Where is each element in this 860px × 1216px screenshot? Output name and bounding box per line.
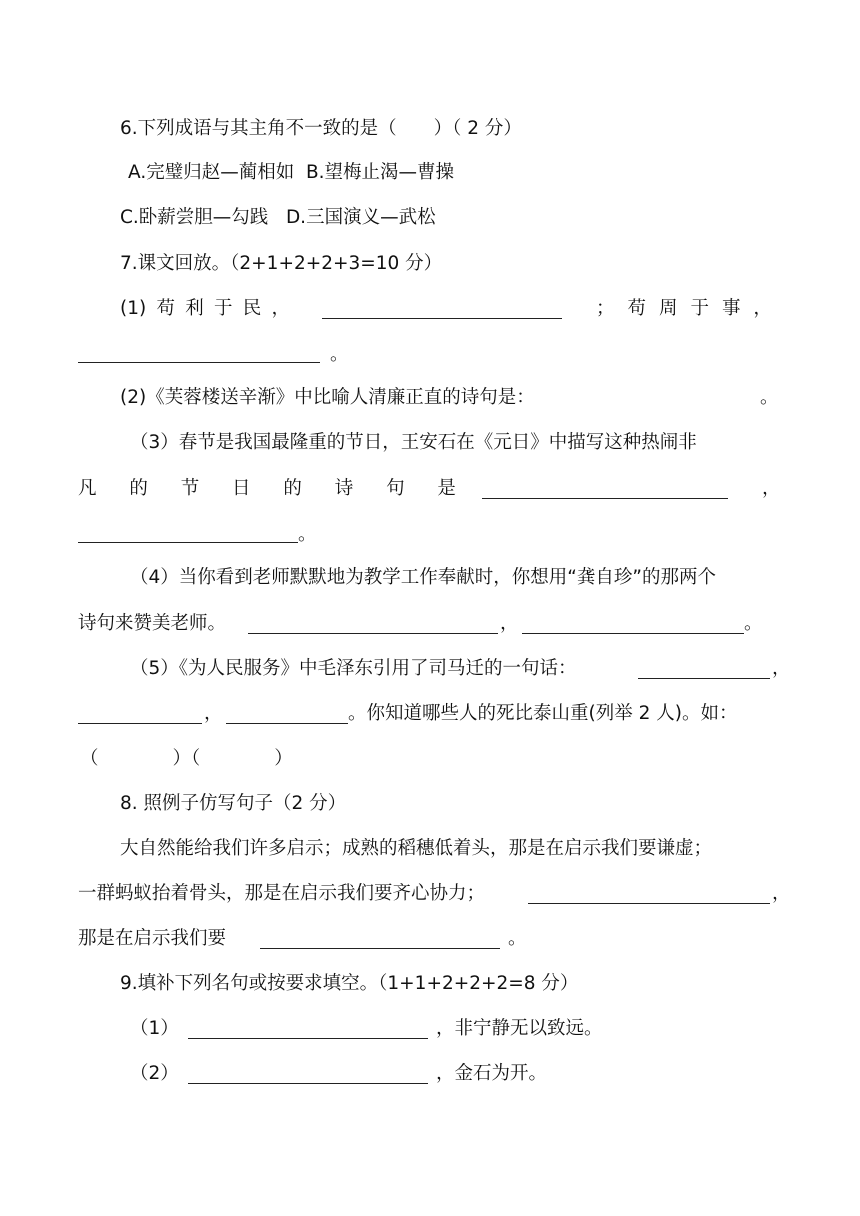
q7-p5-blank-1[interactable] [638, 660, 770, 679]
q7-p4-comma: ， [500, 613, 519, 634]
q7-p1-left: (1) 苟 利 于 民 ， [120, 298, 290, 319]
q8-title: 8. 照例子仿写句子（2 分） [120, 793, 347, 814]
q9-title: 9.填补下列名句或按要求填空。（1+1+2+2+2=8 分） [120, 973, 579, 994]
q9-item1-text: ，非宁静无以致远。 [436, 1018, 603, 1039]
q6-options-ab: A.完璧归赵—蔺相如 B.望梅止渴—曹操 [128, 162, 455, 183]
q8-line2-end: ， [772, 883, 791, 904]
q7-p4-blank-1[interactable] [248, 615, 498, 634]
q7-p3-blank-2[interactable] [78, 524, 298, 543]
q7-p3-blank-1[interactable] [482, 480, 728, 499]
q7-p1-end: 。 [330, 344, 349, 365]
q7-p3-comma: ， [762, 478, 781, 499]
q7-p4-blank-2[interactable] [522, 615, 744, 634]
q7-p5-blank-2[interactable] [78, 705, 202, 724]
q7-p4-line1: （4）当你看到老师默默地为教学工作奉献时，你想用“龚自珍”的那两个 [130, 567, 716, 588]
q7-p1-blank-2[interactable] [78, 344, 320, 363]
q7-p4-end: 。 [744, 613, 763, 634]
q7-p3-words: 凡 的 节 日 的 诗 句 是 [78, 478, 456, 499]
q7-p5-comma-2: ， [204, 703, 223, 724]
q7-p5-blank-3[interactable] [226, 705, 348, 724]
q8-line3: 那是在启示我们要 [78, 928, 227, 949]
q7-p5-line1: （5）《为人民服务》中毛泽东引用了司马迁的一句话： [130, 658, 577, 679]
q8-blank-2[interactable] [260, 930, 500, 949]
q8-line1: 大自然能给我们许多启示；成熟的稻穗低着头，那是在启示我们要谦虚； [120, 838, 713, 859]
q8-blank-1[interactable] [528, 885, 770, 904]
q7-p1-right: ； 苟 周 于 事 ， [596, 298, 772, 319]
q7-p3-end: 。 [298, 524, 317, 545]
q8-line2: 一群蚂蚁抬着骨头，那是在启示我们要齐心协力； [78, 883, 486, 904]
q8-line3-end: 。 [508, 928, 527, 949]
q9-item1-blank[interactable] [188, 1020, 428, 1039]
q7-p3-line1: （3）春节是我国最隆重的节日，王安石在《元日》中描写这种热闹非 [130, 432, 697, 453]
q9-item2-num: （2） [130, 1063, 179, 1084]
q7-p2-end: 。 [760, 387, 779, 408]
q7-p1-blank-1[interactable] [322, 300, 562, 319]
q7-p2: (2)《芙蓉楼送辛渐》中比喻人清廉正直的诗句是： [120, 387, 535, 408]
q6-title: 6.下列成语与其主角不一致的是（ ）（ 2 分） [120, 118, 522, 139]
q6-options-cd: C.卧薪尝胆—勾践 D.三国演义—武松 [120, 207, 436, 228]
q7-p5-line2: 。你知道哪些人的死比泰山重(列举 2 人)。如： [348, 703, 738, 724]
q9-item2-blank[interactable] [188, 1065, 428, 1084]
q7-p4-line2: 诗句来赞美老师。 [78, 613, 227, 634]
q9-item1-num: （1） [130, 1018, 179, 1039]
q7-p5-paren: （ ）（ ） [80, 748, 293, 769]
q7-title: 7.课文回放。（2+1+2+2+3=10 分） [120, 253, 443, 274]
q9-item2-text: ，金石为开。 [436, 1063, 548, 1084]
q7-p5-comma-1: ， [772, 658, 791, 679]
